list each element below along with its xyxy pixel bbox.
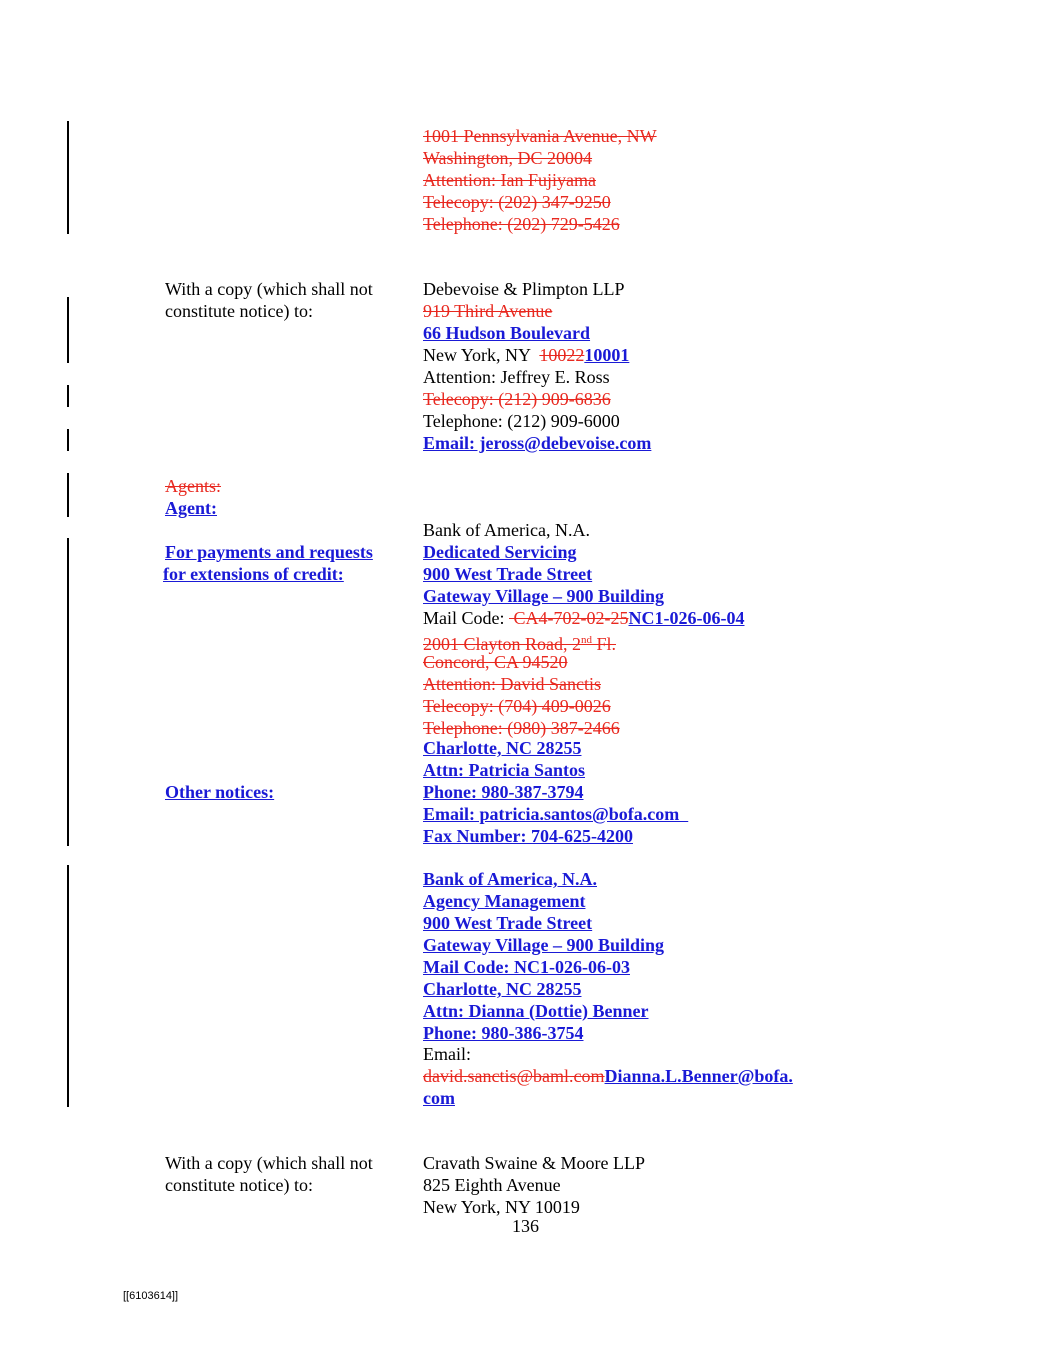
other-notices-line: Mail Code: NC1-026-06-03 — [423, 957, 630, 977]
inserted-email: Dianna.L.Benner@bofa. — [604, 1066, 793, 1086]
change-bar — [67, 121, 69, 234]
inserted-email: com — [423, 1088, 455, 1108]
document-id-footer: [[6103614]] — [123, 1290, 179, 1302]
inserted-line: Email: patricia.santos@bofa.com — [423, 804, 689, 824]
telephone-line: Telephone: (212) 909-6000 — [423, 411, 620, 431]
change-bar — [67, 865, 69, 1107]
mail-code-line — [423, 607, 744, 629]
inserted-street: 66 Hudson Boulevard — [423, 323, 591, 343]
inserted-line: Phone: 980-387-3794 — [423, 782, 584, 802]
deleted-email: david.sanctis@baml.com — [423, 1066, 605, 1086]
ordinal-superscript: nd — [581, 634, 592, 646]
copy-label: With a copy (which shall not — [165, 1153, 373, 1173]
bank-name: Bank of America, N.A. — [423, 520, 590, 540]
other-notices-line: Phone: 980-386-3754 — [423, 1023, 584, 1043]
other-notices-line: Bank of America, N.A. — [423, 869, 597, 889]
deleted-line: Concord, CA 94520 — [423, 652, 568, 672]
email-change-line — [423, 1065, 793, 1087]
address-line: New York, NY 10019 — [423, 1197, 580, 1217]
address-line: 825 Eighth Avenue — [423, 1175, 561, 1195]
change-bar — [67, 473, 69, 517]
deleted-street: 919 Third Avenue — [423, 301, 553, 321]
payments-label: for extensions of credit: — [163, 564, 344, 584]
deleted-line: Attention: David Sanctis — [423, 674, 601, 694]
deleted-address-line: 1001 Pennsylvania Avenue, NW — [423, 126, 657, 146]
inserted-line: Fax Number: 704-625-4200 — [423, 826, 633, 846]
other-notices-line: Gateway Village – 900 Building — [423, 935, 665, 955]
change-bar — [67, 297, 69, 363]
change-bar — [67, 385, 69, 407]
page-number: 136 — [512, 1216, 539, 1236]
payments-label: For payments and requests — [165, 542, 373, 562]
other-notices-line: Charlotte, NC 28255 — [423, 979, 582, 999]
deleted-address-text: 2001 Clayton Road, 2 — [423, 634, 581, 654]
inserted-line: Attn: Patricia Santos — [423, 760, 585, 780]
agent-heading: Agent: — [165, 498, 217, 518]
inserted-line: Charlotte, NC 28255 — [423, 738, 582, 758]
email-label: Email: — [423, 1044, 471, 1064]
deleted-telecopy: Telecopy: (212) 909-6836 — [423, 389, 611, 409]
deleted-zip: 10022 — [539, 345, 585, 365]
servicing-line: Dedicated Servicing — [423, 542, 577, 562]
city-line — [423, 344, 629, 366]
other-notices-line: Agency Management — [423, 891, 586, 911]
mail-code-prefix: Mail Code: — [423, 608, 509, 628]
copy-label: constitute notice) to: — [165, 301, 313, 321]
deleted-address-text: Fl. — [592, 634, 617, 654]
other-notices-line: 900 West Trade Street — [423, 913, 593, 933]
deleted-line: Telephone: (980) 387-2466 — [423, 718, 620, 738]
firm-name: Debevoise & Plimpton LLP — [423, 279, 625, 299]
change-bar — [67, 538, 69, 846]
attention-line: Attention: Jeffrey E. Ross — [423, 367, 610, 387]
deleted-address-line: Telephone: (202) 729-5426 — [423, 214, 620, 234]
copy-label: constitute notice) to: — [165, 1175, 313, 1195]
building-line: Gateway Village – 900 Building — [423, 586, 665, 606]
street-line: 900 West Trade Street — [423, 564, 593, 584]
change-bar — [67, 429, 69, 451]
copy-label: With a copy (which shall not — [165, 279, 373, 299]
deleted-address-line: Attention: Ian Fujiyama — [423, 170, 596, 190]
other-notices-line: Attn: Dianna (Dottie) Benner — [423, 1001, 649, 1021]
firm-name: Cravath Swaine & Moore LLP — [423, 1153, 645, 1173]
deleted-agents-heading: Agents: — [165, 476, 221, 496]
other-notices-label: Other notices: — [165, 782, 275, 802]
inserted-mail-code: NC1-026-06-04 — [628, 608, 745, 628]
deleted-address-line: Washington, DC 20004 — [423, 148, 593, 168]
deleted-mail-code: CA4-702-02-25 — [509, 608, 629, 628]
inserted-zip: 10001 — [584, 345, 630, 365]
inserted-email: Email: jeross@debevoise.com — [423, 433, 652, 453]
city-prefix: New York, NY — [423, 345, 540, 365]
deleted-line: Telecopy: (704) 409-0026 — [423, 696, 611, 716]
deleted-address-line: Telecopy: (202) 347-9250 — [423, 192, 611, 212]
